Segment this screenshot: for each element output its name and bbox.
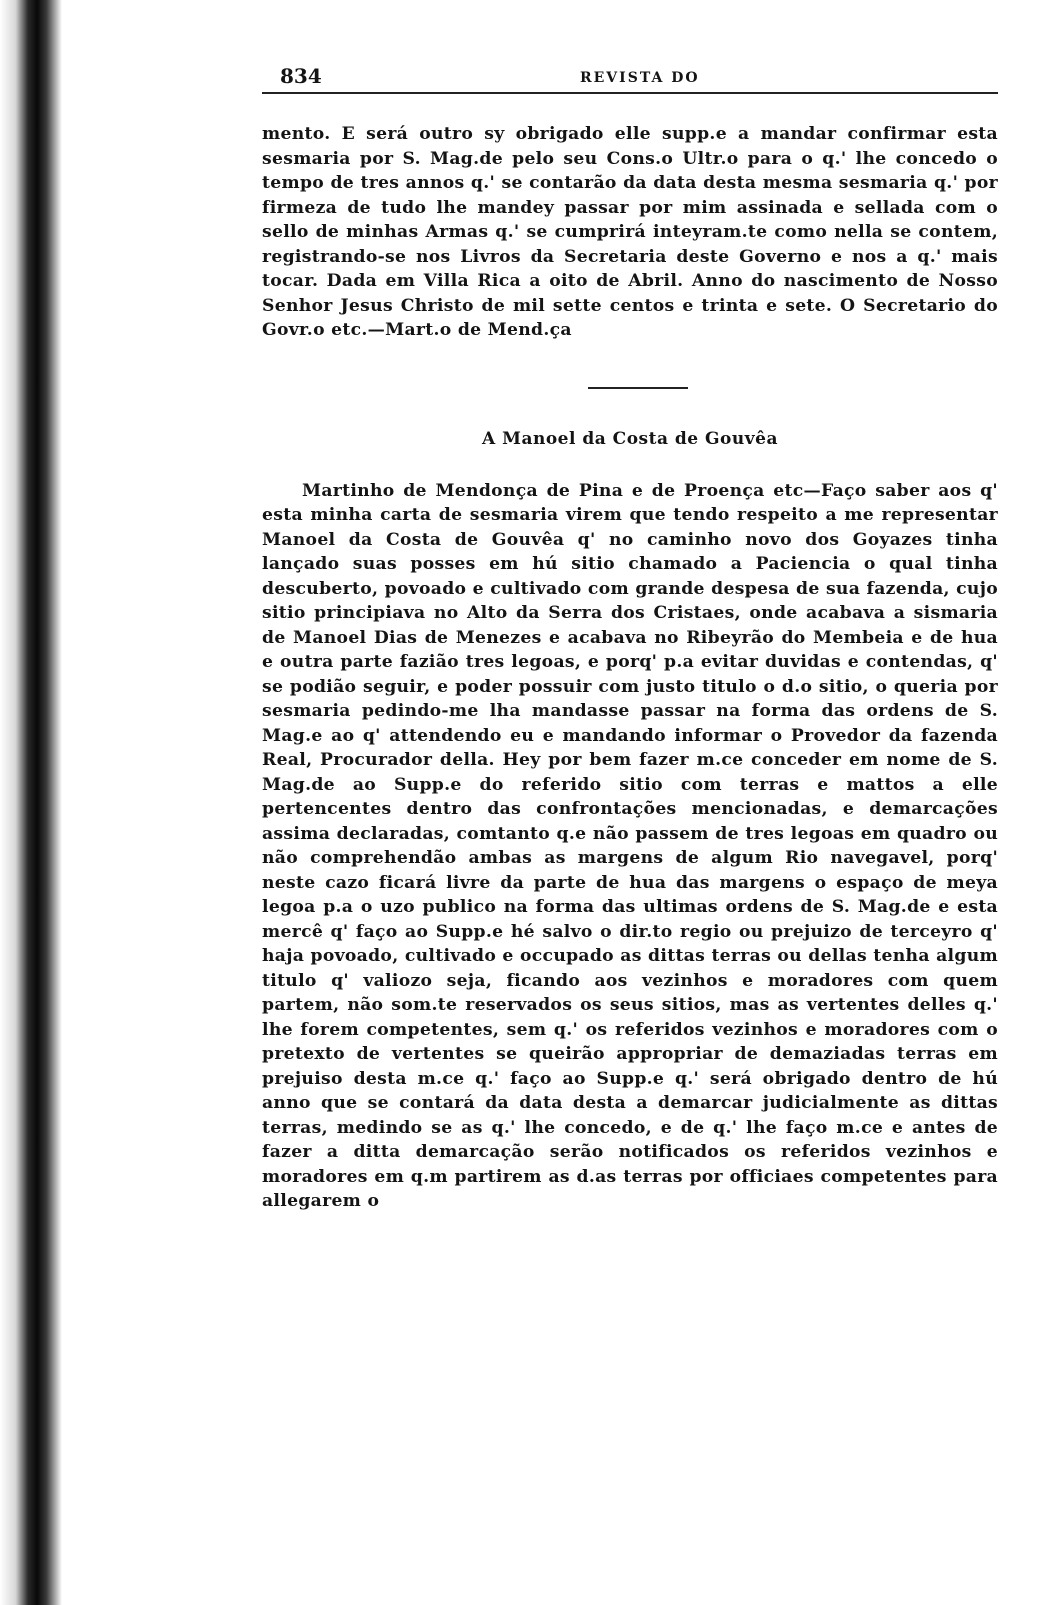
paragraph-sesmaria: Martinho de Mendonça de Pina e de Proença etc—Faço saber aos q' esta minha carta de sesmaria virem que tendo respeito a me representar Manoel da Costa de Gouvêa q' no caminho novo dos Goyazes tinha lançado suas posses em hú sitio chamado a Paciencia o qual tinha descuberto, povoado e cultivado com grande despesa de sua fazenda, cujo sitio principiava no Alto da Serra dos Cristaes, onde acabava a sismaria de Manoel Dias de Menezes e acabava no Ribeyrão do Membeia e de hua e outra parte fazião tres legoas, e porq' p.a evitar duvidas e contendas, q' se podião seguir, e poder possuir com justo titulo o d.o sitio, o queria por sesmaria pedindo-me lha mandasse passar na forma das ordens de S. Mag.e ao q' attendendo eu e mandando informar o Provedor da fazenda Real, Procurador della. Hey por bem fazer m.ce conceder em nome de S. Mag.de ao Supp.e do referido sitio com terras e mattos a elle pertencentes dentro das confrontações mencionadas, e demarcações assima declaradas, comtanto q.e não passem de tres legoas em quadro ou não comprehendão ambas as margens de algum Rio navegavel, porq' neste cazo ficará livre da parte de hua das margens o espaço de meya legoa p.a o uzo publico na forma das ultimas ordens de S. Mag.de e esta mercê q' faço ao Supp.e hé salvo o dir.to regio ou prejuizo de terceyro q' haja povoado, cultivado e occupado as dittas terras ou dellas tenha algum titulo q' valiozo seja, ficando aos vezinhos e moradores com quem partem, não som.te reservados os seus sitios, mas as vertentes delles q.' lhe forem competentes, sem q.' os referidos vezinhos e moradores com o pretexto de vertentes se queirão appropriar de demaziadas terras em prejuiso desta m.ce q.' faço ao Supp.e q.' será obrigado dentro de hú anno que se contará da data desta a demarcar judicialmente as dittas terras, medindo se as q.' lhe concedo, e de q.' lhe faço m.ce e antes de fazer a ditta demarcação serão notificados os referidos vezinhos e moradores em q.m partirem as d.as terras por officiaes competentes para allegarem o — [262, 480, 998, 1211]
document-page — [262, 62, 998, 1214]
paragraph-continuation: mento. E será outro sy obrigado elle supp.e a mandar confirmar esta sesmaria por S. Mag.de pelo seu Cons.o Ultr.o para o q.' lhe concedo o tempo de tres annos q.' se contarão da data desta mesma sesmaria q.' por firmeza de tudo lhe mandey passar por mim assinada e sellada com o sello de minhas Armas q.' se cumprirá inteyram.te como nella se contem, registrando-se nos Livros da Secretaria deste Governo e nos a q.' mais tocar. Dada em Villa Rica a oito de Abril. Anno do nascimento de Nosso Senhor Jesus Christo de mil sette centos e trinta e sete. O Secretario do Govr.o etc.—Mart.o de Mend.ça — [262, 124, 998, 340]
page-header — [262, 62, 998, 94]
book-spine-shadow — [0, 0, 62, 1605]
section-divider — [588, 387, 688, 389]
page-number: 834 — [280, 64, 322, 88]
section-title: A Manoel da Costa de Gouvêa — [482, 428, 778, 449]
running-head: REVISTA DO — [580, 70, 700, 86]
